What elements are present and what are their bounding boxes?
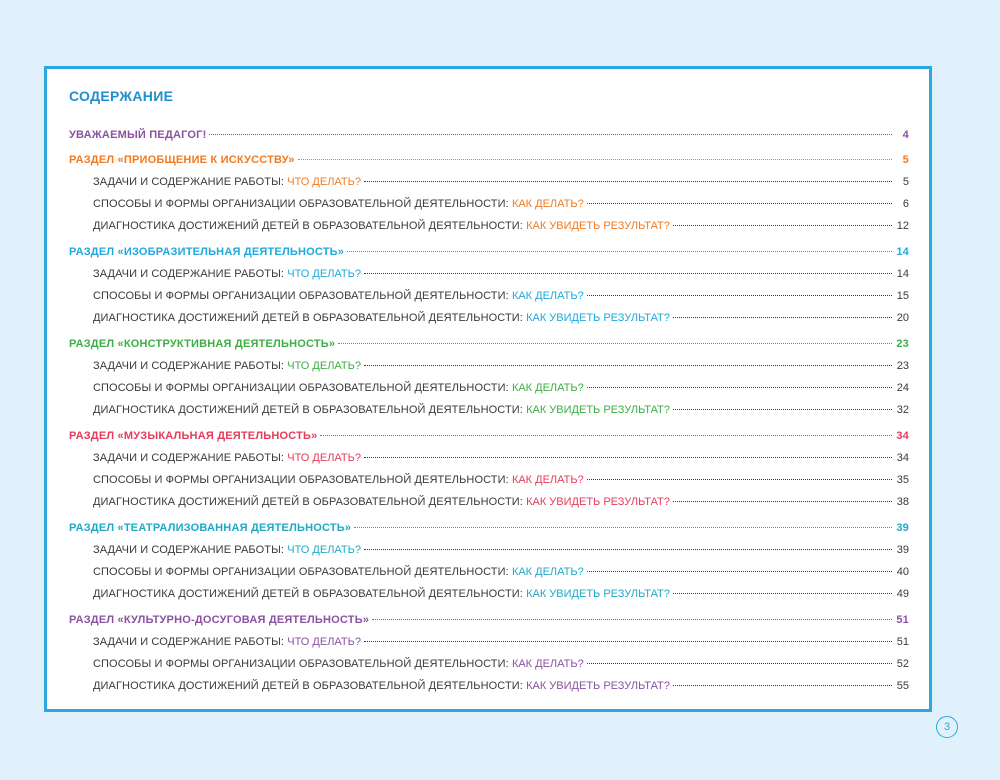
toc-section-page: 14: [896, 246, 909, 258]
toc-subentry-text: [93, 566, 584, 578]
toc-section-page: 39: [896, 522, 909, 534]
toc-subentry-question: КАК УВИДЕТЬ РЕЗУЛЬТАТ?: [526, 404, 670, 416]
dot-leader: [587, 387, 892, 388]
toc-subentry-lead: СПОСОБЫ И ФОРМЫ ОРГАНИЗАЦИИ ОБРАЗОВАТЕЛЬНОЙ ДЕЯТЕЛЬНОСТИ:: [93, 658, 512, 670]
toc-subentry[interactable]: [69, 290, 909, 312]
toc-subentry-text: [93, 452, 361, 464]
toc-subentry[interactable]: [69, 312, 909, 334]
toc-subentry-question: КАК ДЕЛАТЬ?: [511, 566, 584, 578]
dot-leader: [364, 549, 892, 550]
toc-subentry[interactable]: [69, 268, 909, 290]
toc-subentry[interactable]: [69, 198, 909, 220]
toc-subentry-lead: ЗАДАЧИ И СОДЕРЖАНИЕ РАБОТЫ:: [93, 636, 288, 648]
dot-leader: [364, 181, 892, 182]
toc-subentry-page: 23: [896, 360, 909, 372]
toc-subentry-question: КАК ДЕЛАТЬ?: [511, 198, 584, 210]
toc-section[interactable]: [69, 522, 909, 544]
dot-leader: [673, 317, 892, 318]
toc-subentry-question: КАК УВИДЕТЬ РЕЗУЛЬТАТ?: [526, 496, 670, 508]
toc-subentry-lead: ДИАГНОСТИКА ДОСТИЖЕНИЙ ДЕТЕЙ В ОБРАЗОВАТЕЛЬНОЙ ДЕЯТЕЛЬНОСТИ:: [93, 220, 527, 232]
toc-section-title: РАЗДЕЛ «КУЛЬТУРНО-ДОСУГОВАЯ ДЕЯТЕЛЬНОСТЬ»: [69, 614, 370, 626]
dot-leader: [364, 365, 892, 366]
toc-subentry-text: [93, 636, 361, 648]
toc-subentry-page: 12: [896, 220, 909, 232]
toc-subentry-lead: ЗАДАЧИ И СОДЕРЖАНИЕ РАБОТЫ:: [93, 176, 288, 188]
toc-subentry[interactable]: [69, 566, 909, 588]
toc-subentry-text: [93, 404, 670, 416]
dot-leader: [364, 273, 892, 274]
toc-section-title: РАЗДЕЛ «ПРИОБЩЕНИЕ К ИСКУССТВУ»: [69, 154, 295, 166]
toc-subentry-text: [93, 290, 584, 302]
toc-subentry-page: 49: [896, 588, 909, 600]
toc-subentry-question: КАК УВИДЕТЬ РЕЗУЛЬТАТ?: [526, 220, 670, 232]
toc-subentry-question: ЧТО ДЕЛАТЬ?: [287, 268, 361, 280]
toc-subentry-text: [93, 658, 584, 670]
toc-subentry-text: [93, 360, 361, 372]
toc-subentry-lead: ДИАГНОСТИКА ДОСТИЖЕНИЙ ДЕТЕЙ В ОБРАЗОВАТЕЛЬНОЙ ДЕЯТЕЛЬНОСТИ:: [93, 588, 527, 600]
dot-leader: [587, 479, 892, 480]
toc-subentry[interactable]: [69, 360, 909, 382]
toc-subentry[interactable]: [69, 452, 909, 474]
toc-subentry-text: [93, 496, 670, 508]
toc-subentry-text: [93, 544, 361, 556]
toc-section[interactable]: [69, 154, 909, 176]
toc-subentry[interactable]: [69, 496, 909, 518]
toc-subentry-question: ЧТО ДЕЛАТЬ?: [287, 176, 361, 188]
dot-leader: [587, 571, 892, 572]
toc-entry-intro-page: 4: [902, 129, 909, 141]
toc-subentry-question: КАК ДЕЛАТЬ?: [511, 382, 584, 394]
dot-leader: [673, 685, 892, 686]
toc-subentry-question: КАК УВИДЕТЬ РЕЗУЛЬТАТ?: [526, 312, 670, 324]
toc-subentry-text: [93, 176, 361, 188]
toc-subentry-page: 34: [896, 452, 909, 464]
toc-subentry-lead: СПОСОБЫ И ФОРМЫ ОРГАНИЗАЦИИ ОБРАЗОВАТЕЛЬНОЙ ДЕЯТЕЛЬНОСТИ:: [93, 290, 512, 302]
toc-subentry-text: [93, 312, 670, 324]
toc-subentry[interactable]: [69, 588, 909, 610]
dot-leader: [347, 251, 892, 252]
toc-subentry-page: 24: [896, 382, 909, 394]
toc-subentry-page: 6: [902, 198, 909, 210]
toc-section-page: 23: [896, 338, 909, 350]
toc-subentry-question: ЧТО ДЕЛАТЬ?: [287, 360, 361, 372]
toc-subentry[interactable]: [69, 382, 909, 404]
dot-leader: [338, 343, 892, 344]
dot-leader: [354, 527, 892, 528]
dot-leader: [364, 457, 892, 458]
toc-section-title: РАЗДЕЛ «ТЕАТРАЛИЗОВАННАЯ ДЕЯТЕЛЬНОСТЬ»: [69, 522, 352, 534]
dot-leader: [587, 295, 892, 296]
toc-subentry-text: [93, 680, 670, 692]
dot-leader: [364, 641, 892, 642]
toc-subentry-page: 38: [896, 496, 909, 508]
toc-subentry-lead: ЗАДАЧИ И СОДЕРЖАНИЕ РАБОТЫ:: [93, 268, 288, 280]
toc-subentry-page: 20: [896, 312, 909, 324]
toc-subentry-page: 51: [896, 636, 909, 648]
page-number-badge: 3: [936, 716, 958, 738]
toc-section-title: РАЗДЕЛ «МУЗЫКАЛЬНАЯ ДЕЯТЕЛЬНОСТЬ»: [69, 430, 318, 442]
toc-subentry-lead: СПОСОБЫ И ФОРМЫ ОРГАНИЗАЦИИ ОБРАЗОВАТЕЛЬНОЙ ДЕЯТЕЛЬНОСТИ:: [93, 474, 512, 486]
toc-subentry[interactable]: [69, 404, 909, 426]
dot-leader: [298, 159, 892, 160]
toc-section-page: 34: [896, 430, 909, 442]
toc-subentry-page: 39: [896, 544, 909, 556]
toc-subentry-text: [93, 382, 584, 394]
toc-subentry-lead: ДИАГНОСТИКА ДОСТИЖЕНИЙ ДЕТЕЙ В ОБРАЗОВАТЕЛЬНОЙ ДЕЯТЕЛЬНОСТИ:: [93, 312, 527, 324]
toc-subentry[interactable]: [69, 544, 909, 566]
toc-entry-intro[interactable]: [69, 129, 909, 153]
toc-subentry-question: КАК ДЕЛАТЬ?: [511, 290, 584, 302]
toc-subentry-page: 5: [902, 176, 909, 188]
dot-leader: [209, 134, 892, 135]
dot-leader: [673, 501, 892, 502]
dot-leader: [320, 435, 892, 436]
toc-subentry-page: 40: [896, 566, 909, 578]
toc-subentry-question: КАК УВИДЕТЬ РЕЗУЛЬТАТ?: [526, 588, 670, 600]
toc-subentry[interactable]: [69, 636, 909, 658]
toc-subentry-text: [93, 588, 670, 600]
toc-subentry-question: КАК ДЕЛАТЬ?: [511, 658, 584, 670]
toc-subentry-question: ЧТО ДЕЛАТЬ?: [287, 544, 361, 556]
toc-section[interactable]: [69, 430, 909, 452]
dot-leader: [587, 663, 892, 664]
toc-subentry-text: [93, 198, 584, 210]
toc-subentry-lead: ЗАДАЧИ И СОДЕРЖАНИЕ РАБОТЫ:: [93, 544, 288, 556]
toc-subentry-question: КАК УВИДЕТЬ РЕЗУЛЬТАТ?: [526, 680, 670, 692]
toc-section-title: РАЗДЕЛ «ИЗОБРАЗИТЕЛЬНАЯ ДЕЯТЕЛЬНОСТЬ»: [69, 246, 345, 258]
toc-entry-intro-label: УВАЖАЕМЫЙ ПЕДАГОГ!: [69, 129, 207, 141]
toc-subentry-lead: ДИАГНОСТИКА ДОСТИЖЕНИЙ ДЕТЕЙ В ОБРАЗОВАТЕЛЬНОЙ ДЕЯТЕЛЬНОСТИ:: [93, 680, 527, 692]
toc-subentry-page: 14: [896, 268, 909, 280]
toc-subentry-page: 15: [896, 290, 909, 302]
toc-subentry-text: [93, 474, 584, 486]
toc-section-title: РАЗДЕЛ «КОНСТРУКТИВНАЯ ДЕЯТЕЛЬНОСТЬ»: [69, 338, 336, 350]
toc-section[interactable]: [69, 246, 909, 268]
dot-leader: [372, 619, 892, 620]
dot-leader: [673, 409, 892, 410]
toc-subentry[interactable]: [69, 176, 909, 198]
toc-subentry-lead: ЗАДАЧИ И СОДЕРЖАНИЕ РАБОТЫ:: [93, 452, 288, 464]
toc-subentry-lead: ДИАГНОСТИКА ДОСТИЖЕНИЙ ДЕТЕЙ В ОБРАЗОВАТЕЛЬНОЙ ДЕЯТЕЛЬНОСТИ:: [93, 404, 527, 416]
toc-subentry-page: 55: [896, 680, 909, 692]
toc-subentry-page: 32: [896, 404, 909, 416]
toc-subentry-question: ЧТО ДЕЛАТЬ?: [287, 452, 361, 464]
toc-subentry-question: КАК ДЕЛАТЬ?: [511, 474, 584, 486]
toc-subentry-lead: СПОСОБЫ И ФОРМЫ ОРГАНИЗАЦИИ ОБРАЗОВАТЕЛЬНОЙ ДЕЯТЕЛЬНОСТИ:: [93, 566, 512, 578]
toc-section-page: 51: [896, 614, 909, 626]
toc-subentry-lead: ЗАДАЧИ И СОДЕРЖАНИЕ РАБОТЫ:: [93, 360, 288, 372]
toc-subentry[interactable]: [69, 474, 909, 496]
dot-leader: [587, 203, 892, 204]
toc-subentry-question: ЧТО ДЕЛАТЬ?: [287, 636, 361, 648]
toc-list: [69, 129, 909, 706]
toc-subentry-text: [93, 268, 361, 280]
toc-subentry-lead: ДИАГНОСТИКА ДОСТИЖЕНИЙ ДЕТЕЙ В ОБРАЗОВАТЕЛЬНОЙ ДЕЯТЕЛЬНОСТИ:: [93, 496, 527, 508]
toc-subentry-page: 52: [896, 658, 909, 670]
toc-subentry-text: [93, 220, 670, 232]
toc-section[interactable]: [69, 338, 909, 360]
dot-leader: [673, 593, 892, 594]
toc-subentry[interactable]: [69, 220, 909, 242]
toc-section[interactable]: [69, 614, 909, 636]
toc-subentry[interactable]: [69, 658, 909, 680]
toc-subentry-page: 35: [896, 474, 909, 486]
toc-subentry[interactable]: [69, 680, 909, 702]
toc-subentry-lead: СПОСОБЫ И ФОРМЫ ОРГАНИЗАЦИИ ОБРАЗОВАТЕЛЬНОЙ ДЕЯТЕЛЬНОСТИ:: [93, 382, 512, 394]
toc-section-page: 5: [902, 154, 909, 166]
toc-subentry-lead: СПОСОБЫ И ФОРМЫ ОРГАНИЗАЦИИ ОБРАЗОВАТЕЛЬНОЙ ДЕЯТЕЛЬНОСТИ:: [93, 198, 512, 210]
dot-leader: [673, 225, 892, 226]
table-of-contents-panel: [44, 66, 932, 712]
toc-title: СОДЕРЖАНИЕ: [69, 88, 174, 104]
